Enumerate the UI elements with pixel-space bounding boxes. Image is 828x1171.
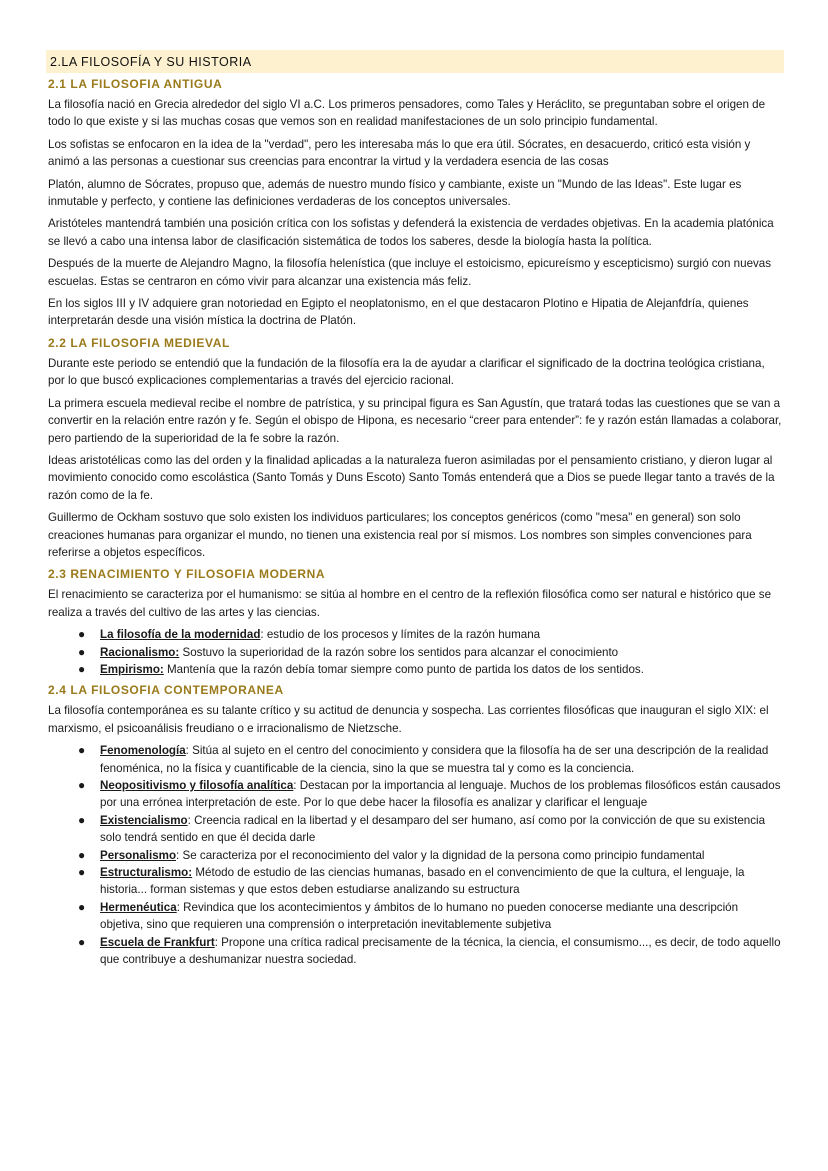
list-item-text: : Se caracteriza por el reconocimiento del valor y la dignidad de la persona como principio fundamental bbox=[176, 848, 705, 862]
page-title: 2.LA FILOSOFÍA Y SU HISTORIA bbox=[46, 50, 784, 73]
bullet-icon: ● bbox=[78, 934, 86, 949]
section-heading-moderna: 2.3 RENACIMIENTO Y FILOSOFIA MODERNA bbox=[48, 567, 326, 582]
list-item bbox=[78, 644, 784, 661]
bullet-icon: ● bbox=[78, 743, 86, 758]
list-item bbox=[78, 847, 784, 864]
paragraph: Ideas aristotélicas como las del orden y la finalidad aplicadas a la naturaleza fueron asimiladas por el pensamiento cristiano, y dieron lugar al movimiento conocido como escolástica (Santo Tomás y Duns Escoto) Santo Tomás entenderá que a Dios se puede llegar tanto a través de la razón como de la fe. bbox=[48, 453, 775, 502]
section-intro: La filosofía contemporánea es su talante crítico y su actitud de denuncia y sospecha. Las corrientes filosóficas que inauguran el siglo XIX: el marxismo, el psicoanálisis freudiano o e irracionalismo de Nietzsche. bbox=[48, 704, 769, 735]
bullet-icon: ● bbox=[78, 847, 86, 862]
list-item-term: La filosofía de la modernidad bbox=[100, 628, 261, 642]
list-item bbox=[78, 934, 784, 969]
bullet-icon: ● bbox=[78, 865, 86, 880]
list-item-term: Estructuralismo: bbox=[100, 866, 193, 880]
list-item-text: : Revindica que los acontecimientos y ámbitos de lo humano no pueden conocerse mediante una descripción objetiva, sino que requieren una comprensión o interpretación inevitablemente subjetiva bbox=[100, 900, 739, 932]
list-item-term: Racionalismo: bbox=[100, 645, 180, 659]
list-item-text: : Propone una crítica radical precisamente de la técnica, la ciencia, el consumismo..., es decir, de todo aquello que contribuye a deshumanizar nuestra sociedad. bbox=[100, 935, 781, 967]
list-item bbox=[78, 864, 784, 899]
list-item bbox=[78, 899, 784, 934]
paragraph: En los siglos III y IV adquiere gran notoriedad en Egipto el neoplatonismo, en el que destacaron Plotino e Hipatia de Alejanfdría, quienes interpretarán desde una visión mística la doctrina de Platón. bbox=[48, 297, 749, 328]
list-item-text: : estudio de los procesos y límites de la razón humana bbox=[260, 628, 541, 642]
section-heading-medieval: 2.2 LA FILOSOFIA MEDIEVAL bbox=[48, 335, 230, 350]
paragraph: Aristóteles mantendrá también una posición crítica con los sofistas y defenderá la existencia de verdades objetivas. En la academia platónica se llevó a cabo una intensa labor de clasificación sistemática de todos los saberes, desde la biología hasta la política. bbox=[48, 217, 774, 248]
bullet-icon: ● bbox=[78, 812, 86, 827]
bullet-icon: ● bbox=[78, 661, 86, 676]
paragraph: Después de la muerte de Alejandro Magno, la filosofía helenística (que incluye el estoicismo, epicureísmo y escepticismo) surgió con nuevas escuelas. Estas se centraron en cómo vivir para alcanzar una existencia más feliz. bbox=[48, 257, 772, 288]
list-item bbox=[78, 812, 784, 847]
list-item-term: Hermenéutica bbox=[100, 900, 177, 914]
bullet-icon: ● bbox=[78, 627, 86, 642]
paragraph: Guillermo de Ockham sostuvo que solo existen los individuos particulares; los conceptos genéricos (como "mesa" en general) son solo creaciones humanas para organizar el mundo, no tienen una existencia real por sí mismos. Los nombres son simples convenciones para referirse a objetos específicos. bbox=[48, 511, 752, 559]
list-item bbox=[78, 777, 784, 812]
list-item-term: Personalismo bbox=[100, 848, 177, 862]
list-item-text: Mantenía que la razón debía tomar siempre como punto de partida los datos de los sentidos. bbox=[163, 662, 644, 676]
bullet-icon: ● bbox=[78, 644, 86, 659]
paragraph: Durante este periodo se entendió que la fundación de la filosofía era la de ayudar a clarificar el significado de la doctrina teológica cristiana, por lo que buscó explicaciones complementarias a través del ejercicio racional. bbox=[48, 356, 765, 388]
paragraph: Los sofistas se enfocaron en la idea de la "verdad", pero les interesaba más lo que era útil. Sócrates, en desacuerdo, criticó esta visión y animó a las personas a cuestionar sus creencias para encontrar la virtud y la verdadera esencia de las cosas bbox=[48, 137, 751, 169]
list-item-term: Neopositivismo y filosofía analítica bbox=[100, 779, 294, 792]
list-item-text: Método de estudio de las ciencias humanas, basado en el convencimiento de que la cultura, el lenguaje, la historia... forman sistemas y que estos deben estudiarse analizando su estructura bbox=[100, 866, 745, 897]
section-heading-contemporanea: 2.4 LA FILOSOFIA CONTEMPORANEA bbox=[48, 683, 284, 698]
list-item bbox=[78, 661, 784, 678]
list-item-text: Sostuvo la superioridad de la razón sobre los sentidos para alcanzar el conocimiento bbox=[179, 645, 619, 659]
list-item-text: : Creencia radical en la libertad y el desamparo del ser humano, así como por la convicción de que su existencia solo tendrá sentido en que él decida darle bbox=[100, 813, 766, 845]
list-item-term: Escuela de Frankfurt bbox=[100, 935, 215, 949]
paragraph: La primera escuela medieval recibe el nombre de patrística, y su principal figura es San Agustín, que tratará todas las cuestiones que se van a convertir en la relación entre razón y fe. Según el obispo de Hipona, es necesario “creer para entender”: fe y razón están llamadas a colaborar, pero partiendo de la superioridad de la fe sobre la razón. bbox=[48, 396, 782, 445]
section-heading-antigua: 2.1 LA FILOSOFIA ANTIGUA bbox=[48, 77, 223, 91]
list-item-text: : Destacan por la importancia al lenguaje. Muchos de los problemas filosóficos están causados por una errónea interpretación de este. Por lo que debe hacer la filosofía es analizar y clarificar el lenguaje bbox=[100, 779, 781, 810]
bullet-list-moderna bbox=[48, 626, 784, 678]
paragraph: Platón, alumno de Sócrates, propuso que, además de nuestro mundo físico y cambiante, existe un "Mundo de las Ideas". Este lugar es inmutable y perfecto, y contiene las definiciones verdaderas de los conceptos universales. bbox=[48, 177, 742, 209]
list-item-term: Fenomenología bbox=[100, 744, 186, 758]
list-item-text: : Sitúa al sujeto en el centro del conocimiento y considera que la filosofía ha de ser una descripción de la realidad fenoménica, no la física y cuantificable de la ciencia, sino la que se muestra tal y como es la conciencia. bbox=[100, 744, 769, 775]
list-item bbox=[78, 626, 784, 643]
list-item bbox=[78, 742, 784, 777]
section-intro: El renacimiento se caracteriza por el humanismo: se sitúa al hombre en el centro de la reflexión filosófica como ser natural e histórico que se realiza a través del cultivo de las artes y las ciencias. bbox=[48, 588, 772, 619]
bullet-icon: ● bbox=[78, 778, 86, 792]
bullet-list-contemporanea bbox=[48, 742, 784, 968]
paragraph: La filosofía nació en Grecia alrededor del siglo VI a.C. Los primeros pensadores, como Tales y Heráclito, se preguntaban sobre el origen de todo lo que existe y si las muchas cosas que vemos son en realidad manifestaciones de un solo principio fundamental. bbox=[48, 98, 766, 129]
bullet-icon: ● bbox=[78, 899, 86, 914]
list-item-term: Existencialismo bbox=[100, 813, 188, 827]
list-item-term: Empirismo: bbox=[100, 662, 164, 676]
